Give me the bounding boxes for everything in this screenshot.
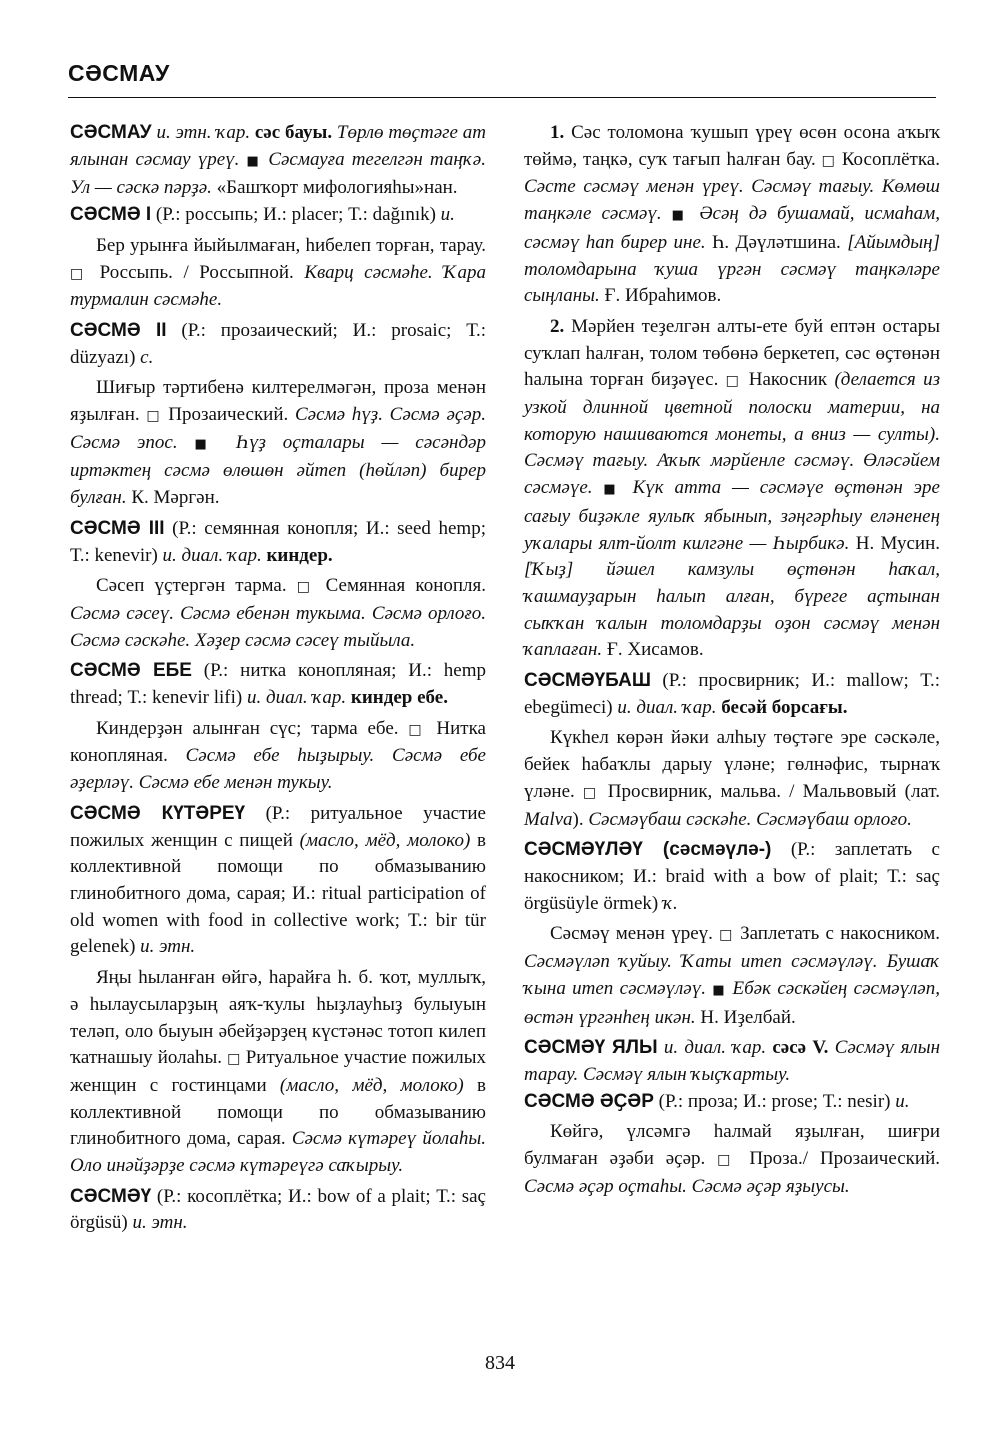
entry-definition	[524, 314, 940, 664]
entry-text: Накосник	[741, 369, 835, 391]
entry-italic-text: Сәсмә сәсеү. Сәсмә ебенән тукыма. Сәсмә орлоғо. Сәсмә сәскәһе. Хәҙер сәсмә сәсеү тыйыла.	[70, 602, 486, 651]
entry-text: Сәс толомона ҡушып үреү өсөн осона аҡыҡ төймә, таңкә, суҡ тағып һалған бау.	[524, 122, 940, 170]
left-column	[70, 120, 486, 1237]
entry-italic-text: Сәсте сәсмәү менән үреү. Сәсмәү тағыу. Көмөш таңкәле сәсмәү.	[524, 176, 940, 225]
entry-headword-line	[70, 658, 486, 711]
open-square-icon: □	[725, 373, 742, 390]
entry-bold-text: киндер ебе.	[350, 687, 448, 709]
open-square-icon: □	[582, 784, 600, 801]
entry-text: в коллективной помощи по обмазыванию глинобитного дома, сарая.	[70, 1074, 486, 1150]
entry-text: Яңы һыланған өйгә, һарайға һ. б. ҡот, муллыҡ, ә һылаусыларҙың аяҡ-ҡулы һыҙлауһыҙ булыуын теләп, оло быуын әбейҙәрҙең күстәнәс тотоп килеп ҡатнашыу йолаһы.	[70, 967, 486, 1069]
headword: СӘСМӘҮЛӘҮ (сәсмәүлә-)	[524, 839, 772, 861]
entry-bold-text: киндер.	[266, 544, 333, 566]
entry-italic-text: Ебәк сәскәйең сәсмәүләп, өстән үргәнһең икән.	[524, 977, 940, 1028]
entry-text: Шиғыр тәртибенә килтерелмәгән, проза менән яҙылған.	[70, 377, 486, 426]
entry-headword-line	[70, 801, 486, 961]
entry-headword-line	[524, 1035, 940, 1088]
entry-text: (Р.: прозаический; И.: prosaic; Т.: düzyazı)	[70, 319, 486, 368]
headword: СӘСМАУ	[70, 122, 152, 143]
entry-italic-text: (масло, мёд, молоко)	[299, 829, 471, 851]
entry-headword-line	[70, 1184, 486, 1237]
entry-text: Прозаический.	[161, 404, 295, 426]
entry-italic-text: Сәсмә күтәреү йолаһы. Оло инәйҙәрҙе сәсмә күтәреүгә саҡырыу.	[70, 1128, 486, 1177]
entry-definition	[70, 716, 486, 797]
entry-definition	[70, 375, 486, 512]
entry-bold-text: сәсә V.	[772, 1037, 835, 1059]
entry-italic-text: (масло, мёд, молоко)	[279, 1074, 464, 1096]
headword: СӘСМӘ ЕБЕ	[70, 660, 192, 682]
entry-italic-text: (делается из узкой длинной цветной полоски материи, на которую нашиваются монеты, а вниз — султы). Сәсмәү тағыу. Аҡыҡ мәрйенле сәсмәү. Өләсәйем сәсмәүе.	[524, 369, 940, 499]
entry-headword-line	[524, 1089, 940, 1116]
entry-text: Ритуальное участие пожилых женщин с гостинцами	[70, 1047, 487, 1096]
entry-italic-text: Күк атта — сәсмәүе өҫтөнән эре сағыу биҙәкле яулыҡ ябынып, зәңгәрһыу еләненең уҡалары ялт-йолт килгәне — Һырбикә.	[524, 477, 940, 554]
headword: СӘСМӘҮ	[70, 1185, 152, 1207]
entry-text: Косоплётка.	[835, 148, 940, 170]
entry-text: Сәсеп үҫтергән тарма.	[96, 575, 297, 597]
entry-text: Н. Мусин.	[855, 532, 940, 554]
entry-text: (Р.: заплетать с накосником; И.: braid with a bow of plait; Т.: saç örgüsüyle örmek)	[524, 839, 940, 914]
entry-headword-line	[524, 837, 940, 917]
headword: СӘСМӘ КҮТӘРЕҮ	[70, 802, 246, 824]
running-header: СӘСМАУ	[68, 60, 170, 86]
entry-text: Күкһел көрән йәки алһыу төҫтәге эре сәскәле, бейек һабаҡлы дарыу үләне; гөлнәфис, тырнаҡ үләне.	[524, 727, 940, 802]
entry-definition	[524, 1119, 940, 1200]
entry-text: Семянная конопля.	[315, 575, 486, 597]
entry-text: Проза./ Прозаический.	[737, 1148, 940, 1170]
black-square-icon: ■	[246, 153, 262, 169]
entry-text: (Р.: просвирник; И.: mallow; Т.: ebegümeci)	[524, 670, 940, 718]
entry-italic-text: и. этн.	[140, 936, 196, 958]
entry-definition	[70, 233, 486, 314]
entry-text: Киндерҙән алынған сүс; тарма ебе.	[96, 717, 409, 739]
entry-italic-text: Malva	[524, 808, 573, 830]
open-square-icon: □	[719, 927, 734, 944]
entry-text: К. Мәргән.	[131, 487, 220, 509]
black-square-icon: ■	[603, 482, 622, 498]
open-square-icon: □	[717, 1152, 738, 1169]
entry-text: Мәрйен теҙелгән алты-ете буй ептән остары суҡлап һалған, толом төбөнә беркетеп, сәс өҫтөнән һалына торған биҙәүес.	[524, 315, 940, 391]
entry-text: (Р.: семянная конопля; И.: seed hemp; Т.: kenevir)	[70, 517, 486, 566]
entry-italic-text: с.	[140, 346, 154, 368]
header-rule	[68, 97, 936, 98]
entry-text: (Р.: нитка конопляная; И.: hemp thread; Т.: kenevir lifi)	[70, 660, 487, 709]
open-square-icon: □	[821, 152, 836, 169]
entry-text: ).	[572, 808, 589, 830]
entry-text: Н. Иҙелбай.	[700, 1006, 796, 1028]
entry-headword-line	[70, 516, 486, 569]
entry-definition	[524, 725, 940, 833]
entry-italic-text: и. диал. ҡар.	[162, 544, 267, 566]
headword: СӘСМӘ ӘҪӘР	[524, 1090, 654, 1112]
entry-italic-text: и.	[895, 1090, 910, 1112]
entry-text: Ғ. Хисамов.	[606, 639, 704, 661]
entry-bold-text: бесәй борсағы.	[721, 696, 848, 718]
entry-definition	[524, 921, 940, 1031]
entry-headword-line	[70, 202, 486, 229]
entry-italic-text: ҡ.	[662, 892, 678, 914]
entry-italic-text: Сәсмә ебе һыҙырыу. Сәсмә ебе әҙерләү. Сәсмә ебе менән тукыу.	[70, 745, 486, 794]
entry-italic-text: и. диал. ҡар.	[246, 687, 351, 709]
headword: СӘСМӘ II	[70, 319, 167, 341]
entry-italic-text: и.	[440, 204, 455, 226]
headword: СӘСМӘ III	[70, 517, 165, 539]
entry-italic-text: и. диал. ҡар.	[617, 696, 722, 718]
entry-text: Нитка конопляная.	[70, 717, 486, 767]
entry-text: (Р.: проза; И.: prose; Т.: nesir)	[653, 1090, 896, 1112]
entry-italic-text: Һүҙ оҫталары — сәсәндәр иртәктең сәсмә өлөшөн әйтеп (һөйләп) бирер булған.	[70, 431, 486, 509]
entry-text: Сәсмәү менән үреү.	[550, 923, 720, 945]
entry-headword-line	[70, 318, 486, 371]
entry-italic-text: [Айымдың] толомдарына ҡуша үргән сәсмәү таңкәләре сыңланы.	[524, 231, 940, 307]
entry-italic-text: Кварц сәсмәһе. Ҡара турмалин сәсмәһе.	[70, 261, 486, 311]
entry-definition	[524, 120, 940, 310]
entry-italic-text: [Ҡыҙ] йәшел камзулы өҫтөнән һаҡал, ҡашмауҙарын һалып алған, бүреге аҫтынан сыҡҡан ҡалын толомдарҙы оҙон сәсмәү менән ҡаплаған.	[524, 559, 940, 661]
entry-text: «Башҡорт мифологияһы»нан.	[216, 177, 458, 199]
entry-italic-text: Сәсмауға тегелгән таңҡә. Ул — сәскә пәрҙә.	[70, 148, 486, 199]
entry-text: Заплетать с накосником.	[733, 923, 941, 945]
entry-italic-text: Сәсмәү ялын тарау. Сәсмәү ялын ҡыҫҡартыу.	[524, 1037, 940, 1085]
headword: СӘСМӘҮ ЯЛЫ	[524, 1037, 658, 1059]
entry-italic-text: Сәсмә һүҙ. Сәсмә әҫәр. Сәсмә эпос.	[70, 404, 486, 453]
black-square-icon: ■	[194, 436, 219, 452]
entry-definition	[70, 965, 486, 1180]
entry-text: Көйгә, үлсәмгә һалмай яҙылған, шиғри булмаған әҙәби әҫәр.	[524, 1121, 940, 1170]
headword: СӘСМӘҮБАШ	[524, 670, 651, 692]
open-square-icon: □	[146, 408, 162, 425]
entry-text: Россыпь. / Россыпной.	[89, 261, 305, 283]
open-square-icon: □	[227, 1051, 241, 1068]
entry-text: Һ. Дәүләтшина.	[712, 231, 848, 253]
open-square-icon: □	[408, 721, 427, 738]
entry-italic-text: и. этн. ҡар.	[151, 122, 255, 143]
headword: СӘСМӘ I	[70, 204, 152, 226]
entry-italic-text: и. диал. ҡар.	[657, 1037, 773, 1059]
black-square-icon: ■	[712, 982, 727, 998]
entry-bold-text: сәс бауы.	[254, 122, 337, 143]
open-square-icon: □	[296, 579, 316, 596]
entry-italic-text: Төрлө төҫтәге ат ялынан сәсмау үреү.	[70, 122, 486, 170]
entry-text: Бер урынға йыйылмаған, һибелеп торған, тарау.	[96, 234, 486, 256]
entry-text: Ғ. Ибраһимов.	[604, 285, 722, 307]
black-square-icon: ■	[671, 208, 690, 224]
entry-italic-text: Сәсмәүләп ҡуйыу. Ҡаты итеп сәсмәүләү. Бушаҡ ҡына итеп сәсмәүләү.	[524, 951, 940, 999]
entry-italic-text: Сәсмәүбаш сәскәһе. Сәсмәүбаш орлоғо.	[588, 808, 912, 830]
right-column	[524, 120, 940, 1200]
entry-text: в коллективной помощи по обмазыванию глинобитного дома, сарая; И.: ritual participation of old women with food in collective work; Т.: bir tür gelenek)	[70, 829, 486, 958]
entry-italic-text: Әсәң дә бушамай, исмаһам, сәсмәү һап бирер ине.	[524, 203, 940, 253]
entry-headword-line	[524, 668, 940, 721]
open-square-icon: □	[70, 265, 90, 282]
entry-headword-line	[70, 120, 486, 202]
entry-text: (Р.: косоплётка; И.: bow of a plait; Т.: saç örgüsü)	[70, 1185, 486, 1234]
sense-number: 2.	[550, 315, 565, 337]
entry-definition	[70, 573, 486, 654]
entry-text: (Р.: россыпь; И.: placer; Т.: dağınık)	[151, 204, 441, 226]
sense-number: 1.	[550, 122, 565, 143]
entry-text: Просвирник, мальва. / Мальвовый (лат.	[599, 780, 941, 802]
entry-text: (Р.: ритуальное участие пожилых женщин с пищей	[70, 802, 486, 851]
entry-italic-text: и. этн.	[132, 1212, 188, 1234]
page-number: 834	[485, 1352, 515, 1374]
entry-italic-text: Сәсмә әҫәр оҫтаһы. Сәсмә әҫәр яҙыусы.	[524, 1175, 850, 1197]
